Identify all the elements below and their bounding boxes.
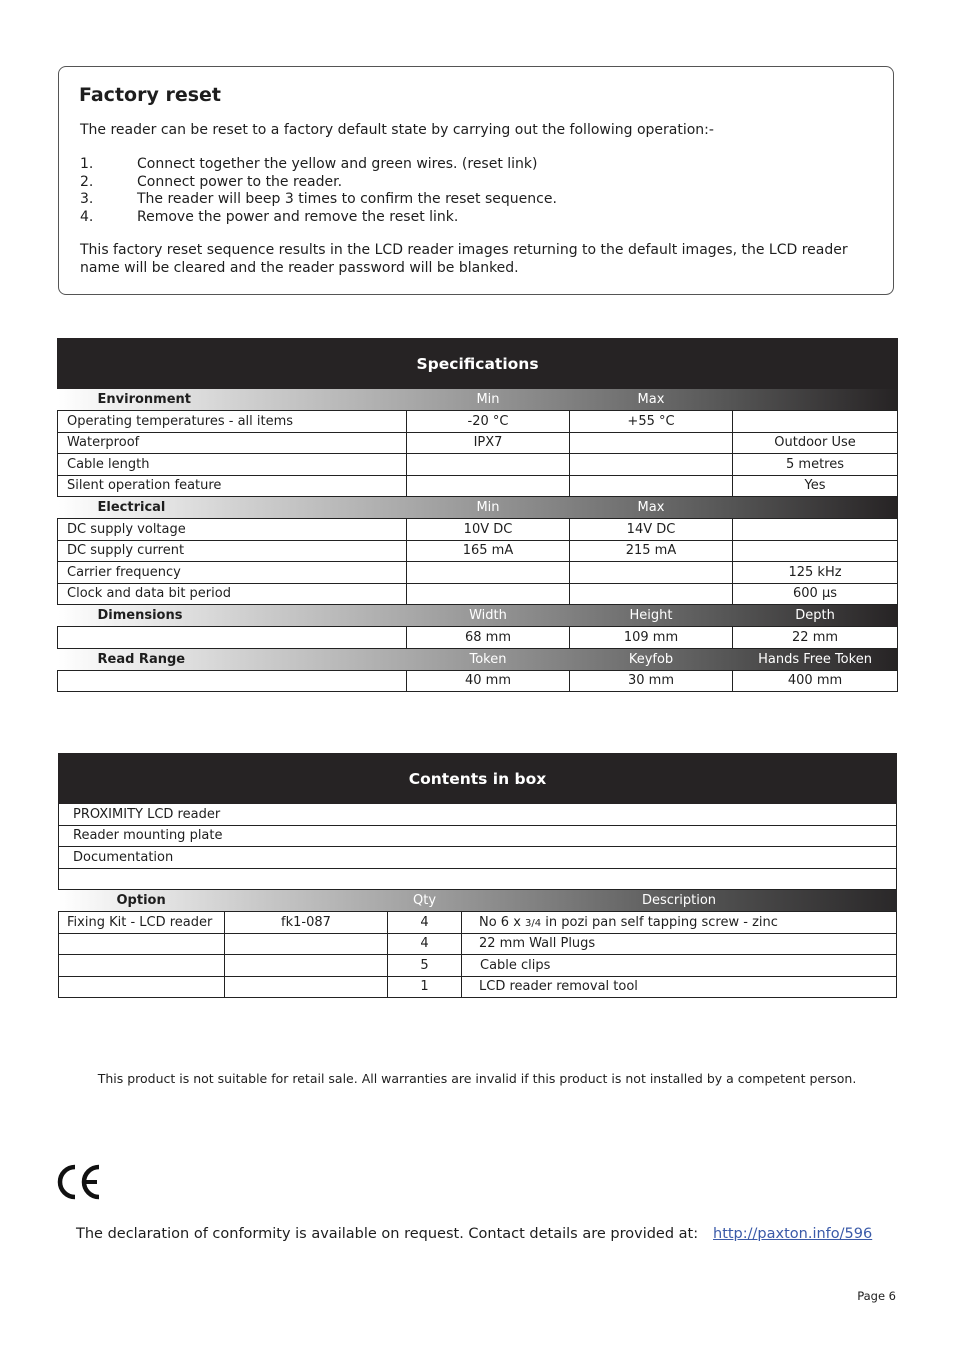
table-row: Carrier frequency 125 kHz (58, 562, 898, 584)
reset-step: 4. Remove the power and remove the reset link. (80, 208, 459, 225)
dimensions-header: Dimensions Width Height Depth (58, 605, 898, 627)
table-row: DC supply voltage 10V DC 14V DC (58, 519, 898, 541)
list-item: Reader mounting plate (59, 825, 897, 847)
table-row: Waterproof IPX7 Outdoor Use (58, 432, 898, 454)
factory-reset-title: Factory reset (79, 84, 221, 106)
table-row: Cable length 5 metres (58, 454, 898, 476)
reset-step: 2. Connect power to the reader. (80, 173, 343, 190)
environment-header: Environment Min Max (58, 389, 898, 411)
page-number: Page 6 (857, 1289, 896, 1303)
reset-step: 1. Connect together the yellow and green wires. (reset link) (80, 156, 538, 172)
list-item: Documentation (59, 847, 897, 869)
table-row: 5 Cable clips (59, 955, 897, 977)
reset-step: 3. The reader will beep 3 times to confirm the reset sequence. (80, 191, 557, 207)
electrical-header: Electrical Min Max (58, 497, 898, 519)
factory-reset-intro: The reader can be reset to a factory default state by carrying out the following operation:- (80, 122, 714, 138)
ce-mark-icon (55, 1163, 103, 1201)
contents-title: Contents in box (59, 754, 897, 804)
specifications-title: Specifications (58, 339, 898, 389)
table-row: DC supply current 165 mA 215 mA (58, 540, 898, 562)
table-row: 4 22 mm Wall Plugs (59, 933, 897, 955)
reset-steps-list (80, 156, 557, 226)
contents-table (58, 753, 897, 998)
list-item (59, 868, 897, 890)
read-range-header: Read Range Token Keyfob Hands Free Token (58, 648, 898, 670)
table-row: Fixing Kit - LCD reader fk1-087 4 No 6 x 3/4 in pozi pan self tapping screw - zinc (59, 912, 897, 934)
specifications-table (57, 338, 898, 692)
table-row: Silent operation feature Yes (58, 475, 898, 497)
table-row: 40 mm 30 mm 400 mm (58, 670, 898, 692)
list-item: PROXIMITY LCD reader (59, 804, 897, 826)
declaration-text: The declaration of conformity is available on request. Contact details are provided at: (76, 1226, 699, 1242)
option-header: Option Qty Description (59, 890, 897, 912)
retail-disclaimer: This product is not suitable for retail sale. All warranties are invalid if this product is not installed by a competent person. (97, 1071, 857, 1086)
table-row: Operating temperatures - all items -20 °C +55 °C (58, 411, 898, 433)
table-row: Clock and data bit period 600 µs (58, 583, 898, 605)
table-row: 1 LCD reader removal tool (59, 976, 897, 998)
factory-reset-box (58, 66, 894, 295)
table-row: 68 mm 109 mm 22 mm (58, 627, 898, 649)
declaration-link[interactable]: http://paxton.info/596 (713, 1226, 873, 1242)
factory-reset-note: This factory reset sequence results in the LCD reader images returning to the default images, the LCD reader name will be cleared and the reader password will be blanked. (80, 242, 848, 276)
